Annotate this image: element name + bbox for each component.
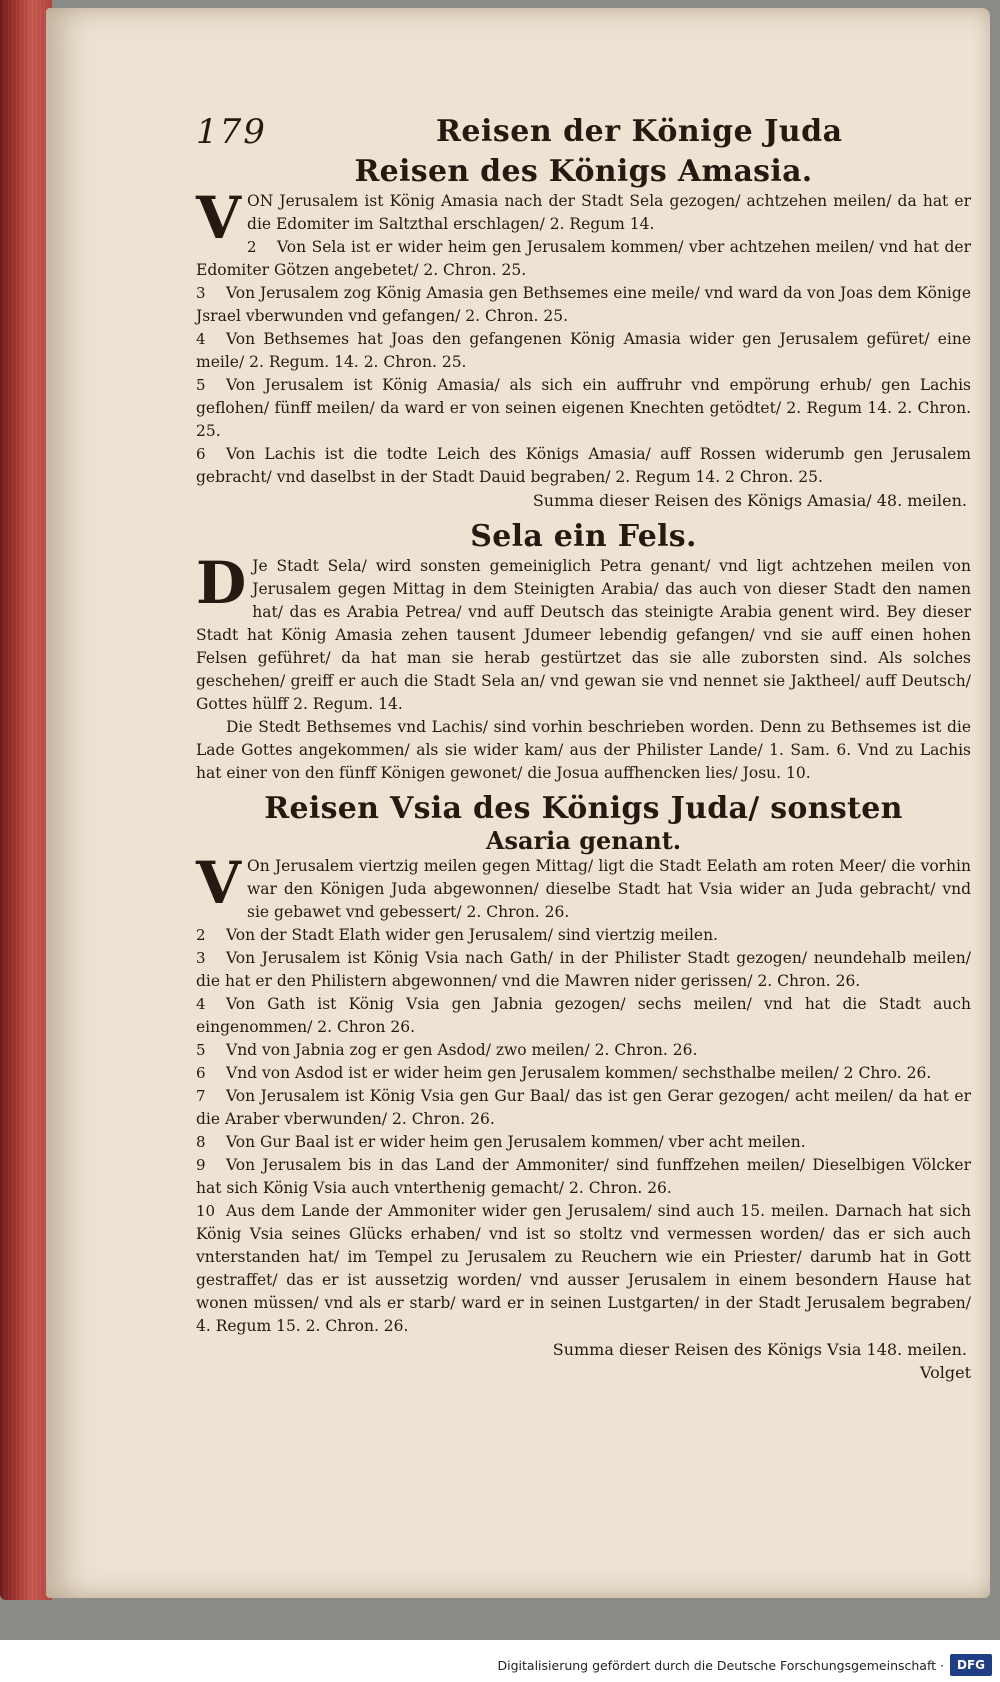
paragraph-number: 4 [196, 330, 206, 348]
paragraph: 9 Von Jerusalem bis in das Land der Ammoniter/ sind funffzehen meilen/ Dieselbigen Völcker hat sich König Vsia auch vnterthenig gemacht/ 2. Chron. 26. [196, 1156, 971, 1197]
page-number: 179 [196, 112, 267, 152]
section-title: Reisen Vsia des Königs Juda/ sonsten [264, 791, 903, 826]
page-content [196, 108, 971, 1390]
paragraph: 3 Von Jerusalem zog König Amasia gen Bethsemes eine meile/ vnd ward da von Joas dem Könige Jsrael vberwunden vnd gefangen/ 2. Chron. 25. [196, 284, 971, 325]
paragraph-number: 8 [196, 1133, 206, 1151]
paragraph-number: 10 [196, 1202, 216, 1220]
catchword: Volget [920, 1363, 971, 1382]
section-summary: Summa dieser Reisen des Königs Vsia 148. meilen. [552, 1340, 967, 1359]
drop-capital: V [196, 849, 242, 917]
page-header [196, 108, 971, 154]
paragraph-number: 3 [196, 284, 206, 302]
paragraph-number: 5 [196, 1041, 206, 1059]
paragraph: 10 Aus dem Lande der Ammoniter wider gen Jerusalem/ sind auch 15. meilen. Darnach hat sich König Vsia seines Glücks erhaben/ vnd ist so stoltz vnd vermessen worden/ das er sich auch vnterstanden hat/ im Tempel zu Jerusalem zu Reuchern wie ein Priester/ darumb hat in Gott gestraffet/ das er ist aussetzig worden/ vnd ausser Jerusalem in einem besondern Hause hat wonen müssen/ vnd als er starb/ ward er in seinen Lustgarten/ in der Stadt Jerusalem begraben/ 4. Regum 15. 2. Chron. 26. [196, 1202, 971, 1335]
paragraph: 5 Vnd von Jabnia zog er gen Asdod/ zwo meilen/ 2. Chron. 26. [196, 1039, 971, 1062]
paragraph: 6 Vnd von Asdod ist er wider heim gen Jerusalem kommen/ sechsthalbe meilen/ 2 Chro. 26. [196, 1062, 971, 1085]
paragraph-number: 5 [196, 376, 206, 394]
paragraph: D Je Stadt Sela/ wird sonsten gemeiniglich Petra genant/ vnd ligt achtzehen meilen von Jerusalem gegen Mittag in dem Steinigten Arabia/ das auch von dieser Stadt den namen hat/ das es Arabia Petrea/ vnd auff Deutsch das steinigte Arabia genent wird. Bey dieser Stadt hat König Amasia zehen tausent Jdumeer lebendig gefangen/ vnd sie auff einen hohen Felsen geführet/ da hat man sie herab gestürtzet das sie alle zuborsten sind. Als solches geschehen/ greiff er auch die Stadt Sela an/ vnd gewan sie vnd nennet sie Jaktheel/ auff Deutsch/ Gottes hülff 2. Regum. 14. [196, 549, 971, 713]
footer-bar [0, 1648, 1000, 1682]
paragraph: 2 Von der Stadt Elath wider gen Jerusalem/ sind viertzig meilen. [196, 924, 971, 947]
paragraph: Die Stedt Bethsemes vnd Lachis/ sind vorhin beschrieben worden. Denn zu Bethsemes ist die Lade Gottes angekommen/ als sie wider kam/ aus der Philister Lande/ 1. Sam. 6. Vnd zu Lachis hat einer von den fünff Königen gewonet/ die Josua auffhencken lies/ Josu. 10. [196, 718, 971, 782]
drop-capital: V [196, 184, 242, 252]
paragraph: 3 Von Jerusalem ist König Vsia nach Gath/ in der Philister Stadt gezogen/ neundehalb meilen/ die hat er den Philistern abgewonnen/ vnd die Mawren nider gerissen/ 2. Chron. 26. [196, 949, 971, 990]
paragraph: 2 Von Sela ist er wider heim gen Jerusalem kommen/ vber achtzehen meilen/ vnd hat der Edomiter Götzen angebetet/ 2. Chron. 25. [196, 238, 971, 279]
paragraph: 8 Von Gur Baal ist er wider heim gen Jerusalem kommen/ vber acht meilen. [196, 1131, 971, 1154]
section-vsia [196, 791, 971, 1384]
paragraph: 4 Von Bethsemes hat Joas den gefangenen König Amasia wider gen Jerusalem gefüret/ eine meile/ 2. Regum. 14. 2. Chron. 25. [196, 330, 971, 371]
paragraph-number: 9 [196, 1156, 206, 1174]
paragraph: 5 Von Jerusalem ist König Amasia/ als sich ein auffruhr vnd empörung erhub/ gen Lachis geflohen/ fünff meilen/ da ward er von seinen eigenen Knechten getödtet/ 2. Regum 14. 2. Chron. 25. [196, 376, 971, 440]
section-title: Sela ein Fels. [470, 519, 697, 554]
funding-credit: Digitalisierung gefördert durch die Deutsche Forschungsgemeinschaft · [497, 1658, 944, 1673]
paragraph-number: 6 [196, 445, 206, 463]
paragraph: 7 Von Jerusalem ist König Vsia gen Gur Baal/ das ist gen Gerar gezogen/ acht meilen/ da hat er die Araber vberwunden/ 2. Chron. 26. [196, 1087, 971, 1128]
paragraph: 6 Von Lachis ist die todte Leich des Königs Amasia/ auff Rossen widerumb gen Jerusalem gebracht/ vnd daselbst in der Stadt Dauid begraben/ 2. Regum 14. 2 Chron. 25. [196, 445, 971, 486]
section-sela [196, 519, 971, 785]
section-amasia [196, 154, 971, 513]
paragraph-number: 7 [196, 1087, 206, 1105]
paragraph-number: 2 [196, 926, 206, 944]
paragraph-number: 3 [196, 949, 206, 967]
paragraph-number: 2 [247, 238, 257, 256]
paragraph-number: 6 [196, 1064, 206, 1082]
section-summary: Summa dieser Reisen des Königs Amasia/ 48. meilen. [532, 491, 967, 510]
book-edge [0, 0, 52, 1600]
paragraph: VON Jerusalem ist König Amasia nach der Stadt Sela gezogen/ achtzehen meilen/ da hat er die Edomiter im Saltzthal erschlagen/ 2. Regum 14. [196, 184, 971, 252]
running-head: Reisen der Könige Juda [436, 114, 843, 149]
section-title: Reisen des Königs Amasia. [354, 154, 813, 189]
dfg-logo: DFG [950, 1654, 992, 1676]
paragraph-number: 4 [196, 995, 206, 1013]
section-subtitle: Asaria genant. [485, 826, 682, 855]
paragraph: V On Jerusalem viertzig meilen gegen Mittag/ ligt die Stadt Eelath am roten Meer/ die vorhin war den Königen Juda abgewonnen/ dieselbe Stadt hat Vsia wider an Juda gebracht/ vnd sie gebawet vnd gebessert/ 2. Chron. 26. [196, 849, 971, 921]
drop-capital: D [196, 549, 247, 617]
paragraph: 4 Von Gath ist König Vsia gen Jabnia gezogen/ sechs meilen/ vnd hat die Stadt auch eingenommen/ 2. Chron 26. [196, 995, 971, 1036]
